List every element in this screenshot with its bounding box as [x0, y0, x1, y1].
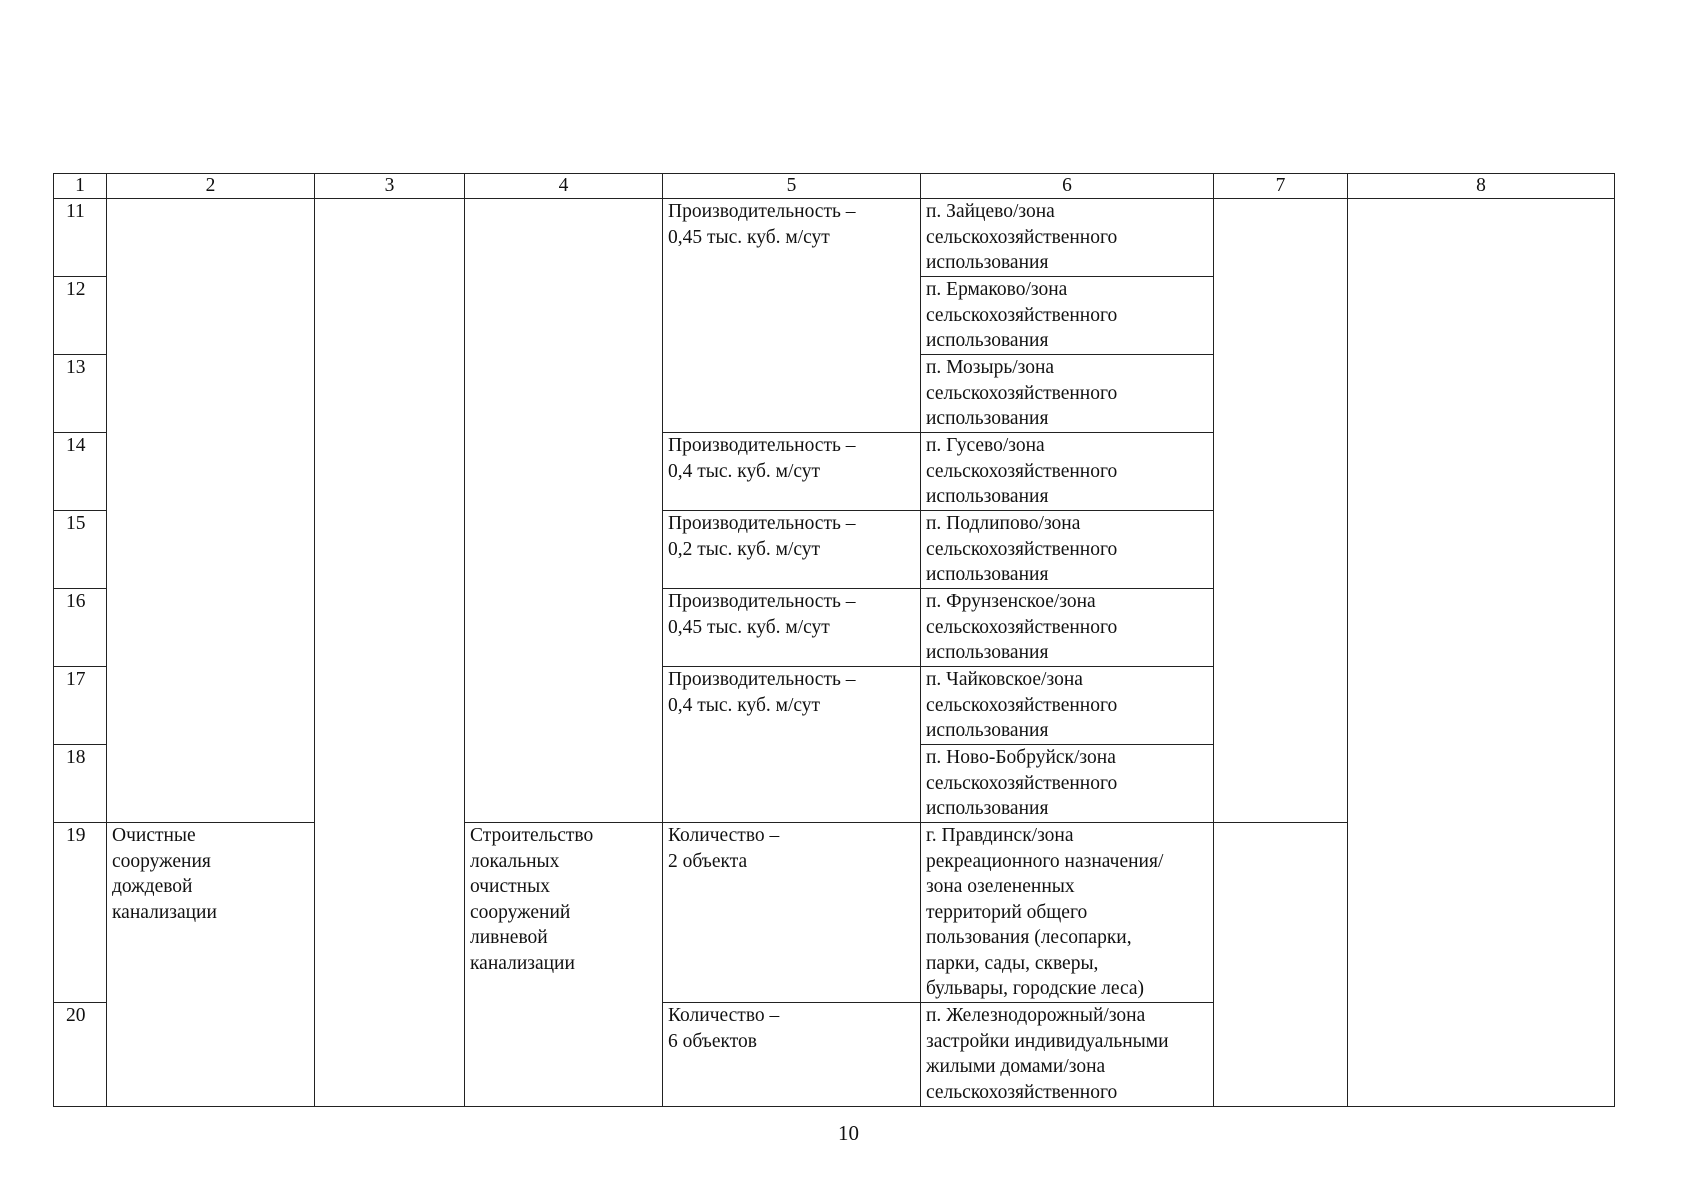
row-number: 20	[54, 1003, 107, 1107]
cell-col8-empty	[1348, 199, 1615, 1107]
cell-location-zone: г. Правдинск/зона рекреационного назначения/ зона озелененных территорий общего пользования (лесопарки, парки, сады, скверы, бульвары, городские леса)	[921, 823, 1214, 1003]
table-row	[54, 199, 1615, 277]
column-header: 3	[315, 174, 465, 199]
column-header: 6	[921, 174, 1214, 199]
cell-capacity: Производительность – 0,4 тыс. куб. м/сут	[663, 667, 921, 823]
column-header: 4	[465, 174, 663, 199]
cell-location-zone: п. Железнодорожный/зона застройки индивидуальными жилыми домами/зона сельскохозяйственного	[921, 1003, 1214, 1107]
row-number: 17	[54, 667, 107, 745]
row-number: 13	[54, 355, 107, 433]
cell-location-zone: п. Ермаково/зона сельскохозяйственного использования	[921, 277, 1214, 355]
page-number: 10	[838, 1121, 859, 1145]
cell-facility-name: Очистные сооружения дождевой канализации	[107, 823, 315, 1107]
cell-location-zone: п. Мозырь/зона сельскохозяйственного использования	[921, 355, 1214, 433]
row-number: 18	[54, 745, 107, 823]
column-header: 2	[107, 174, 315, 199]
cell-col3-empty	[315, 199, 465, 1107]
cell-col2-empty	[107, 199, 315, 823]
cell-location-zone: п. Гусево/зона сельскохозяйственного использования	[921, 433, 1214, 511]
cell-capacity: Производительность – 0,2 тыс. куб. м/сут	[663, 511, 921, 589]
column-header: 7	[1214, 174, 1348, 199]
row-number: 14	[54, 433, 107, 511]
cell-quantity: Количество – 6 объектов	[663, 1003, 921, 1107]
column-header: 5	[663, 174, 921, 199]
column-header: 8	[1348, 174, 1615, 199]
data-table	[53, 173, 1615, 1107]
cell-construction-desc: Строительство локальных очистных сооружений ливневой канализации	[465, 823, 663, 1107]
cell-location-zone: п. Подлипово/зона сельскохозяйственного использования	[921, 511, 1214, 589]
row-number: 15	[54, 511, 107, 589]
cell-location-zone: п. Ново-Бобруйск/зона сельскохозяйственного использования	[921, 745, 1214, 823]
row-number: 16	[54, 589, 107, 667]
row-number: 19	[54, 823, 107, 1003]
cell-capacity: Производительность – 0,45 тыс. куб. м/сут	[663, 199, 921, 433]
cell-quantity: Количество – 2 объекта	[663, 823, 921, 1003]
row-number: 11	[54, 199, 107, 277]
cell-col7-empty	[1214, 823, 1348, 1107]
cell-capacity: Производительность – 0,4 тыс. куб. м/сут	[663, 433, 921, 511]
row-number: 12	[54, 277, 107, 355]
header-row	[54, 174, 1615, 199]
cell-location-zone: п. Чайковское/зона сельскохозяйственного использования	[921, 667, 1214, 745]
cell-col7-empty	[1214, 199, 1348, 823]
cell-location-zone: п. Зайцево/зона сельскохозяйственного использования	[921, 199, 1214, 277]
cell-location-zone: п. Фрунзенское/зона сельскохозяйственного использования	[921, 589, 1214, 667]
column-header: 1	[54, 174, 107, 199]
cell-col4-empty	[465, 199, 663, 823]
cell-capacity: Производительность – 0,45 тыс. куб. м/сут	[663, 589, 921, 667]
